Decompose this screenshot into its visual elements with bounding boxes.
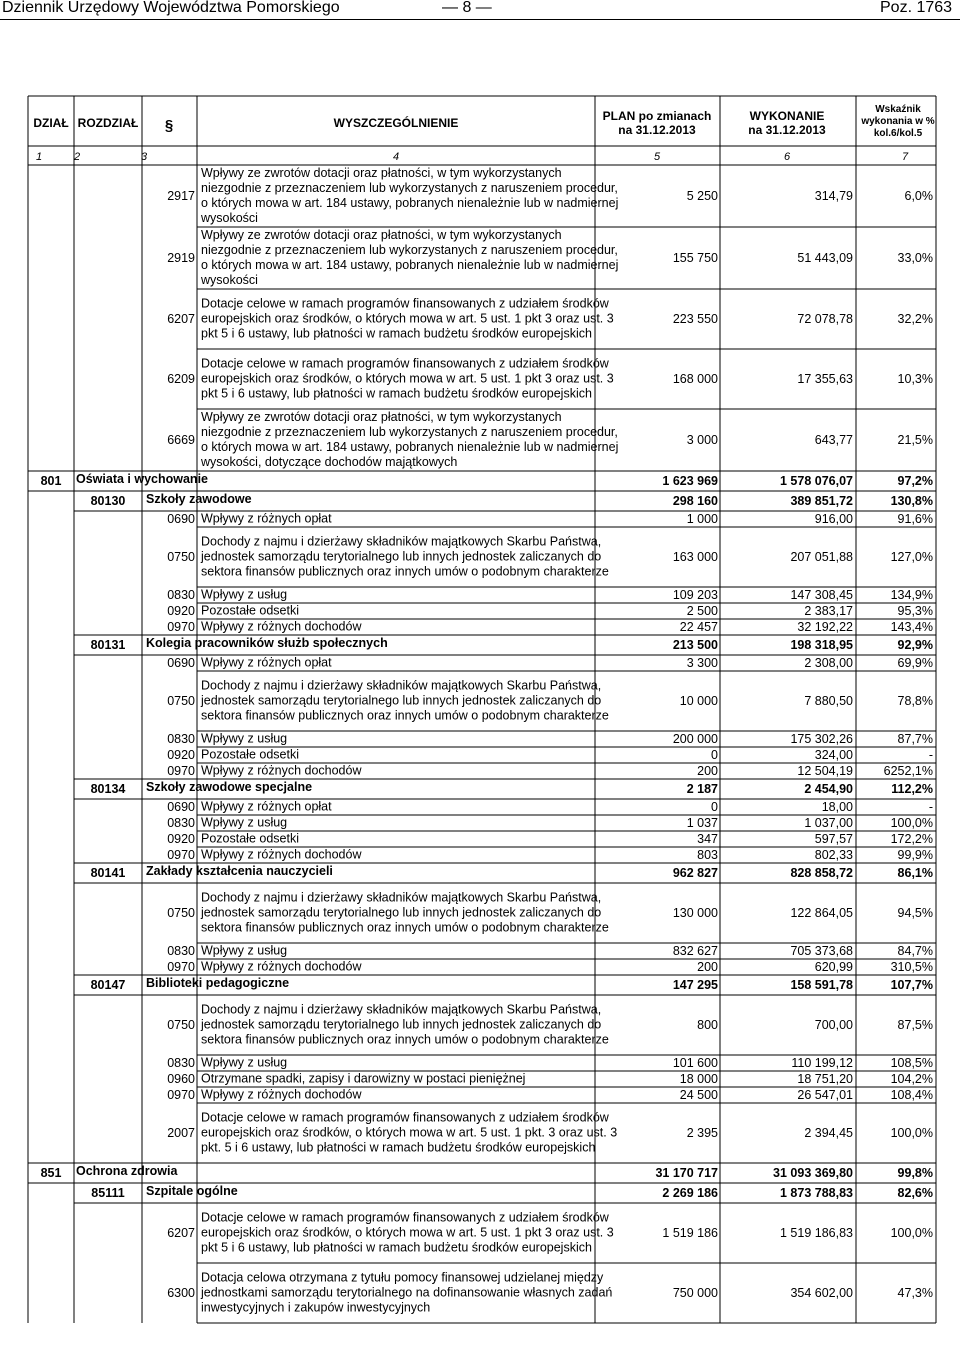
wskaznik-value: 134,9%: [890, 588, 933, 602]
wykonanie-value: 802,33: [814, 848, 853, 862]
wskaznik-value: 86,1%: [897, 866, 933, 880]
paragraph-code: 0830: [167, 732, 195, 746]
row-description: Dotacje celowe w ramach programów finansowanych z udziałem środków: [201, 1210, 609, 1225]
row-description: europejskich oraz środków, o których mowa w art. 5 ust. 1 pkt. 3 oraz ust. 3: [201, 1125, 618, 1140]
row-description: Wpływy ze zwrotów dotacji oraz płatności, w tym wykorzystanych: [201, 228, 562, 242]
row-description: Wpływy z różnych dochodów: [201, 959, 362, 974]
row-description: niezgodnie z przeznaczeniem lub wykorzystanych z naruszeniem procedur,: [201, 425, 618, 439]
plan-value: 155 750: [672, 251, 718, 265]
paragraph-code: 2007: [167, 1126, 195, 1140]
plan-value: 2 269 186: [662, 1186, 718, 1200]
row-description: Wpływy z różnych opłat: [201, 799, 332, 814]
header-wyszczegolnienie: WYSZCZEGÓLNIENIE: [333, 116, 459, 130]
paragraph-code: 0920: [167, 604, 195, 618]
journal-title: Dziennik Urzędowy Województwa Pomorskiego: [2, 0, 340, 16]
wskaznik-value: 6,0%: [904, 189, 933, 203]
wykonanie-value: 324,00: [814, 748, 853, 762]
plan-value: 750 000: [672, 1286, 718, 1300]
header-plan-date: na 31.12.2013: [618, 123, 696, 137]
row-description: Wpływy ze zwrotów dotacji oraz płatności, w tym wykorzystanych: [201, 410, 562, 424]
wykonanie-value: 72 078,78: [797, 312, 853, 326]
plan-value: 1 037: [686, 816, 718, 830]
wykonanie-value: 147 308,45: [790, 588, 853, 602]
row-description: Wpływy z różnych opłat: [201, 511, 332, 526]
plan-value: 832 627: [672, 944, 718, 958]
wskaznik-value: 82,6%: [897, 1186, 933, 1200]
paragraph-code: 0970: [167, 764, 195, 778]
wskaznik-value: 107,7%: [890, 978, 933, 992]
wskaznik-value: 100,0%: [890, 816, 933, 830]
wykonanie-value: 7 880,50: [804, 694, 853, 708]
row-description: pkt. 5 i 6 ustawy, lub płatności w ramach budżetu środków europejskich: [201, 1140, 596, 1155]
plan-value: 22 457: [679, 620, 718, 634]
rozdzial-label: Szkoły zawodowe specjalne: [146, 780, 313, 794]
header-wskaznik: Wskaźnik: [875, 104, 921, 115]
row-description: sektora finansów publicznych oraz innych umów o podobnym charakterze: [201, 708, 609, 723]
plan-value: 5 250: [686, 189, 718, 203]
row-description: sektora finansów publicznych oraz innych umów o podobnym charakterze: [201, 564, 609, 579]
row-description: jednostek samorządu terytorialnego lub innych jednostek zaliczanych do: [201, 549, 602, 564]
wykonanie-value: 2 308,00: [804, 656, 853, 670]
rozdzial-label: Kolegia pracowników służb społecznych: [146, 636, 388, 650]
plan-value: 10 000: [679, 694, 718, 708]
row-description: Wpływy z usług: [201, 1055, 288, 1070]
paragraph-code: 0690: [167, 512, 195, 526]
header-wykonanie: WYKONANIE: [749, 109, 825, 123]
wykonanie-value: 1 037,00: [804, 816, 853, 830]
paragraph-code: 0960: [167, 1072, 195, 1086]
wykonanie-value: 32 192,22: [797, 620, 853, 634]
plan-value: 347: [697, 832, 718, 846]
plan-value: 130 000: [672, 906, 718, 920]
paragraph-code: 0750: [167, 550, 195, 564]
paragraph-code: 0830: [167, 588, 195, 602]
wykonanie-value: 643,77: [814, 433, 853, 447]
plan-value: 213 500: [672, 638, 718, 652]
paragraph-code: 0970: [167, 620, 195, 634]
plan-value: 3 000: [686, 433, 718, 447]
column-number: 2: [73, 151, 81, 163]
row-description: Wpływy ze zwrotów dotacji oraz płatności, w tym wykorzystanych: [201, 166, 562, 180]
row-description: niezgodnie z przeznaczeniem lub wykorzystanych z naruszeniem procedur,: [201, 243, 618, 257]
wskaznik-value: 91,6%: [897, 512, 933, 526]
row-description: Dotacje celowe w ramach programów finansowanych z udziałem środków: [201, 356, 609, 371]
row-description: Dochody z najmu i dzierżawy składników majątkowych Skarbu Państwa,: [201, 678, 602, 693]
paragraph-code: 0690: [167, 800, 195, 814]
row-description: o których mowa w art. 184 ustawy, pobranych nienależnie lub w nadmiernej: [201, 440, 619, 454]
header-wykonanie-date: na 31.12.2013: [748, 123, 826, 137]
header-wskaznik-line2: wykonania w %: [861, 116, 935, 127]
wskaznik-value: 10,3%: [897, 372, 933, 386]
paragraph-code: 0690: [167, 656, 195, 670]
paragraph-code: 6669: [167, 433, 195, 447]
wykonanie-value: 2 394,45: [804, 1126, 853, 1140]
row-description: o których mowa w art. 184 ustawy, pobranych nienależnie lub w nadmiernej: [201, 258, 619, 272]
column-number: 5: [653, 151, 661, 163]
wykonanie-value: 2 383,17: [804, 604, 853, 618]
wskaznik-value: 172,2%: [890, 832, 933, 846]
wykonanie-value: 1 519 186,83: [780, 1226, 853, 1240]
plan-value: 1 623 969: [662, 474, 718, 488]
wykonanie-value: 2 454,90: [804, 782, 853, 796]
wskaznik-value: 87,5%: [897, 1018, 933, 1032]
rozdzial-label: Szpitale ogólne: [146, 1184, 238, 1198]
dzial-label: Oświata i wychowanie: [76, 472, 208, 486]
wykonanie-value: 207 051,88: [790, 550, 853, 564]
rozdzial-code: 85111: [91, 1186, 125, 1200]
paragraph-code: 6207: [167, 1226, 195, 1240]
wykonanie-value: 26 547,01: [797, 1088, 853, 1102]
row-description: Wpływy z różnych dochodów: [201, 763, 362, 778]
rozdzial-code: 80134: [90, 782, 126, 796]
header-rozdzial: ROZDZIAŁ: [77, 116, 139, 130]
wskaznik-value: 100,0%: [890, 1126, 933, 1140]
wskaznik-value: 21,5%: [897, 433, 933, 447]
plan-value: 18 000: [679, 1072, 718, 1086]
row-description: europejskich oraz środków, o których mowa w art. 5 ust. 1 pkt 3 oraz ust. 3: [201, 311, 614, 326]
row-description: inwestycyjnych i zakupów inwestycyjnych: [201, 1300, 431, 1315]
plan-value: 2 500: [686, 604, 718, 618]
row-description: Dotacja celowa otrzymana z tytułu pomocy finansowej udzielanej między: [201, 1270, 604, 1285]
row-description: Wpływy z usług: [201, 943, 288, 958]
dzial-code: 851: [40, 1166, 62, 1180]
plan-value: 200: [697, 764, 718, 778]
paragraph-code: 0970: [167, 848, 195, 862]
plan-value: 2 395: [686, 1126, 718, 1140]
wskaznik-value: 69,9%: [897, 656, 933, 670]
plan-value: 200: [697, 960, 718, 974]
row-description: jednostek samorządu terytorialnego lub innych jednostek zaliczanych do: [201, 1017, 602, 1032]
plan-value: 962 827: [672, 866, 718, 880]
wykonanie-value: 354 602,00: [790, 1286, 853, 1300]
plan-value: 109 203: [672, 588, 718, 602]
wskaznik-value: 95,3%: [897, 604, 933, 618]
wykonanie-value: 828 858,72: [790, 866, 853, 880]
paragraph-code: 2919: [167, 251, 195, 265]
paragraph-code: 0970: [167, 960, 195, 974]
row-description: niezgodnie z przeznaczeniem lub wykorzystanych z naruszeniem procedur,: [201, 181, 618, 195]
wskaznik-value: 32,2%: [897, 312, 933, 326]
wskaznik-value: 100,0%: [890, 1226, 933, 1240]
row-description: pkt 5 i 6 ustawy, lub płatności w ramach budżetu środków europejskich: [201, 386, 592, 401]
plan-value: 101 600: [672, 1056, 718, 1070]
wskaznik-value: 108,4%: [890, 1088, 933, 1102]
rozdzial-code: 80141: [90, 866, 126, 880]
wskaznik-value: 310,5%: [890, 960, 933, 974]
wskaznik-value: 33,0%: [897, 251, 933, 265]
plan-value: 147 295: [672, 978, 718, 992]
wykonanie-value: 700,00: [814, 1018, 853, 1032]
row-description: europejskich oraz środków, o których mowa w art. 5 ust. 1 pkt 3 oraz ust. 3: [201, 371, 614, 386]
plan-value: 1 000: [686, 512, 718, 526]
paragraph-code: 0750: [167, 694, 195, 708]
row-description: Wpływy z usług: [201, 587, 288, 602]
wskaznik-value: -: [928, 748, 933, 762]
row-description: wysokości: [201, 211, 258, 225]
wskaznik-value: 108,5%: [890, 1056, 933, 1070]
row-description: Pozostałe odsetki: [201, 831, 299, 846]
plan-value: 200 000: [672, 732, 718, 746]
row-description: jednostek samorządu terytorialnego lub innych jednostek zaliczanych do: [201, 693, 602, 708]
plan-value: 1 519 186: [662, 1226, 718, 1240]
wskaznik-value: 99,8%: [897, 1166, 933, 1180]
header-plan: PLAN po zmianach: [602, 109, 712, 123]
row-description: Dochody z najmu i dzierżawy składników majątkowych Skarbu Państwa,: [201, 890, 602, 905]
wykonanie-value: 916,00: [814, 512, 853, 526]
row-description: o których mowa w art. 184 ustawy, pobranych nienależnie lub w nadmiernej: [201, 196, 619, 210]
rozdzial-code: 80131: [90, 638, 126, 652]
wykonanie-value: 18 751,20: [797, 1072, 853, 1086]
wskaznik-value: 92,9%: [897, 638, 933, 652]
wskaznik-value: 104,2%: [890, 1072, 933, 1086]
plan-value: 223 550: [672, 312, 718, 326]
wykonanie-value: 17 355,63: [797, 372, 853, 386]
row-description: pkt 5 i 6 ustawy, lub płatności w ramach budżetu środków europejskich: [201, 326, 592, 341]
header-dzial: DZIAŁ: [33, 116, 69, 130]
column-number: 6: [783, 151, 791, 163]
row-description: jednostek samorządu terytorialnego lub innych jednostek zaliczanych do: [201, 905, 602, 920]
header-paragraph-symbol: §: [164, 117, 174, 134]
row-description: Pozostałe odsetki: [201, 603, 299, 618]
wykonanie-value: 705 373,68: [790, 944, 853, 958]
position-number: Poz. 1763: [880, 0, 953, 16]
wykonanie-value: 314,79: [814, 189, 853, 203]
row-description: Wpływy z różnych opłat: [201, 655, 332, 670]
paragraph-code: 0920: [167, 748, 195, 762]
rozdzial-label: Szkoły zawodowe: [146, 492, 252, 506]
row-description: sektora finansów publicznych oraz innych umów o podobnym charakterze: [201, 1032, 609, 1047]
row-description: Wpływy z różnych dochodów: [201, 619, 362, 634]
row-description: Wpływy z różnych dochodów: [201, 1087, 362, 1102]
wskaznik-value: 99,9%: [897, 848, 933, 862]
paragraph-code: 0970: [167, 1088, 195, 1102]
paragraph-code: 0830: [167, 944, 195, 958]
plan-value: 0: [711, 748, 718, 762]
paragraph-code: 0830: [167, 1056, 195, 1070]
paragraph-code: 6207: [167, 312, 195, 326]
rozdzial-label: Biblioteki pedagogiczne: [146, 976, 290, 990]
wskaznik-value: 127,0%: [890, 550, 933, 564]
wskaznik-value: -: [928, 800, 933, 814]
row-description: europejskich oraz środków, o których mowa w art. 5 ust. 1 pkt 3 oraz ust. 3: [201, 1225, 614, 1240]
plan-value: 31 170 717: [655, 1166, 718, 1180]
wykonanie-value: 110 199,12: [791, 1056, 853, 1070]
wskaznik-value: 47,3%: [897, 1286, 933, 1300]
wykonanie-value: 175 302,26: [790, 732, 853, 746]
paragraph-code: 0830: [167, 816, 195, 830]
wykonanie-value: 198 318,95: [790, 638, 853, 652]
plan-value: 163 000: [672, 550, 718, 564]
row-description: Dotacje celowe w ramach programów finansowanych z udziałem środków: [201, 1110, 609, 1125]
wykonanie-value: 1 578 076,07: [780, 474, 853, 488]
plan-value: 803: [697, 848, 718, 862]
column-number: 1: [35, 151, 43, 163]
plan-value: 0: [711, 800, 718, 814]
paragraph-code: 0750: [167, 906, 195, 920]
paragraph-code: 6209: [167, 372, 195, 386]
rozdzial-code: 80130: [90, 494, 126, 508]
row-description: Pozostałe odsetki: [201, 747, 299, 762]
wskaznik-value: 87,7%: [897, 732, 933, 746]
wskaznik-value: 97,2%: [897, 474, 933, 488]
row-description: Wpływy z usług: [201, 731, 288, 746]
wskaznik-value: 6252,1%: [883, 764, 933, 778]
wskaznik-value: 143,4%: [890, 620, 933, 634]
row-description: Wpływy z usług: [201, 815, 288, 830]
wykonanie-value: 31 093 369,80: [773, 1166, 853, 1180]
paragraph-code: 0920: [167, 832, 195, 846]
wykonanie-value: 122 864,05: [790, 906, 853, 920]
wykonanie-value: 158 591,78: [790, 978, 853, 992]
wykonanie-value: 389 851,72: [790, 494, 853, 508]
dzial-code: 801: [40, 474, 62, 488]
column-number: 7: [901, 151, 909, 163]
row-description: jednostkami samorządu terytorialnego na dofinansowanie własnych zadań: [201, 1285, 613, 1300]
rozdzial-label: Zakłady kształcenia nauczycieli: [146, 864, 333, 878]
dzial-label: Ochrona zdrowia: [76, 1164, 178, 1178]
row-description: Dochody z najmu i dzierżawy składników majątkowych Skarbu Państwa,: [201, 534, 602, 549]
paragraph-code: 0750: [167, 1018, 195, 1032]
paragraph-code: 6300: [167, 1286, 195, 1300]
plan-value: 298 160: [672, 494, 718, 508]
plan-value: 800: [697, 1018, 718, 1032]
wykonanie-value: 12 504,19: [797, 764, 853, 778]
wykonanie-value: 1 873 788,83: [780, 1186, 853, 1200]
wskaznik-value: 130,8%: [890, 494, 933, 508]
wykonanie-value: 620,99: [814, 960, 853, 974]
plan-value: 168 000: [672, 372, 718, 386]
page-number: — 8 —: [442, 0, 492, 16]
wskaznik-value: 84,7%: [897, 944, 933, 958]
column-number: 3: [140, 151, 148, 163]
row-description: Wpływy z różnych dochodów: [201, 847, 362, 862]
rozdzial-code: 80147: [90, 978, 126, 992]
header-wskaznik-line3: kol.6/kol.5: [873, 128, 923, 139]
wskaznik-value: 78,8%: [897, 694, 933, 708]
row-description: Dotacje celowe w ramach programów finansowanych z udziałem środków: [201, 296, 609, 311]
row-description: pkt 5 i 6 ustawy, lub płatności w ramach budżetu środków europejskich: [201, 1240, 592, 1255]
wskaznik-value: 94,5%: [897, 906, 933, 920]
paragraph-code: 2917: [167, 189, 195, 203]
wykonanie-value: 51 443,09: [797, 251, 853, 265]
row-description: sektora finansów publicznych oraz innych umów o podobnym charakterze: [201, 920, 609, 935]
wykonanie-value: 18,00: [821, 800, 853, 814]
wskaznik-value: 112,2%: [891, 782, 933, 796]
column-number: 4: [392, 151, 400, 163]
plan-value: 3 300: [686, 656, 718, 670]
row-description: Otrzymane spadki, zapisy i darowizny w postaci pieniężnej: [201, 1071, 526, 1086]
plan-value: 2 187: [686, 782, 718, 796]
row-description: wysokości, dotyczące dochodów majątkowych: [201, 455, 458, 469]
row-description: Dochody z najmu i dzierżawy składników majątkowych Skarbu Państwa,: [201, 1002, 602, 1017]
row-description: wysokości: [201, 273, 258, 287]
wykonanie-value: 597,57: [814, 832, 853, 846]
plan-value: 24 500: [679, 1088, 718, 1102]
